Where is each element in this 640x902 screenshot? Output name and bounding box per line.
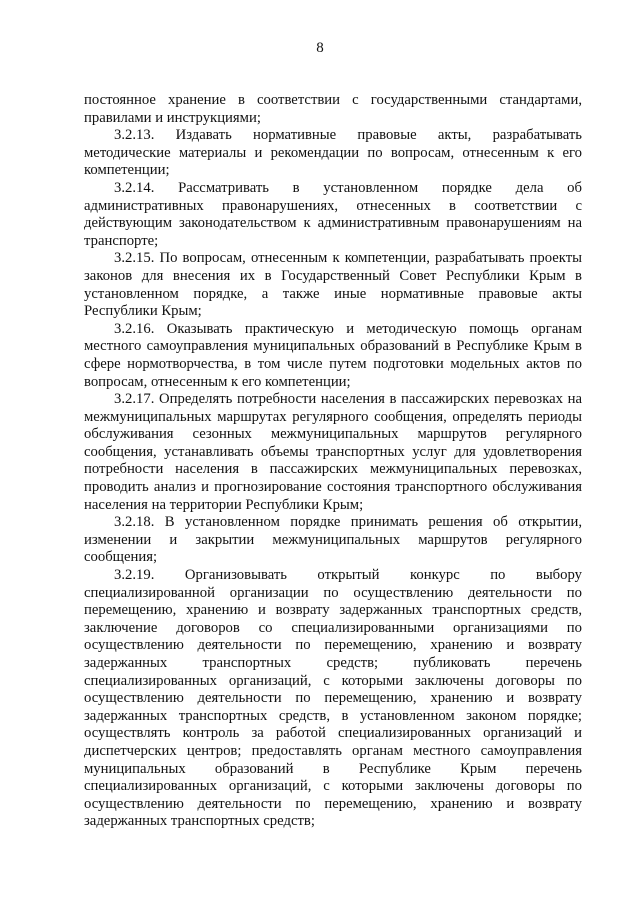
paragraph-3-2-19: 3.2.19. Организовывать открытый конкурс по выбору специализированной организации по осуществлению деятельности по перемещению, хранению и возврату задержанных транспортных средств, заключение договоров со специализированными организациями по осуществлению деятельности по перемещению, хранению и возврату задержанных транспортных средств; публиковать перечень специализированных организаций, с которыми заключены договоры по осуществлению деятельности по перемещению, хранению и возврату задержанных транспортных средств, в установленном законом порядке; осуществлять контроль за работой специализированных организаций и диспетчерских центров; предоставлять органам местного самоуправления муниципальных образований в Республике Крым перечень специализированных организаций, с которыми заключены договоры по осуществлению деятельности по перемещению, хранению и возврату задержанных транспортных средств; [84,567,582,830]
paragraph-3-2-13: 3.2.13. Издавать нормативные правовые акты, разрабатывать методические материалы и рекомендации по вопросам, отнесенным к его компетенции; [84,127,582,179]
paragraph-3-2-16: 3.2.16. Оказывать практическую и методическую помощь органам местного самоуправления муниципальных образований в Республике Крым в сфере нормотворчества, в том числе путем подготовки модельных актов по вопросам, отнесенным к его компетенции; [84,320,582,390]
paragraph-3-2-18: 3.2.18. В установленном порядке принимать решения об открытии, изменении и закрытии межмуниципальных маршрутов регулярного сообщения; [84,514,582,566]
paragraph-3-2-14: 3.2.14. Рассматривать в установленном порядке дела об административных правонарушениях, отнесенных в соответствии с действующим законодательством к административным правонарушениям на транспорте; [84,179,582,249]
paragraph-3-2-15: 3.2.15. По вопросам, отнесенным к компетенции, разрабатывать проекты законов для внесения их в Государственный Совет Республики Крым в установленном порядке, а также иные нормативные правовые акты Республики Крым; [84,250,582,320]
document-body [84,92,582,831]
page-number: 8 [316,40,324,56]
paragraph-3-2-17: 3.2.17. Определять потребности населения в пассажирских перевозках на межмуниципальных маршрутах регулярного сообщения, определять периоды обслуживания сезонных межмуниципальных маршрутов регулярного сообщения, устанавливать объемы транспортных услуг для удовлетворения потребности населения в пассажирских межмуниципальных перевозках, проводить анализ и прогнозирование состояния транспортного обслуживания населения на территории Республики Крым; [84,391,582,513]
paragraph-continuation: постоянное хранение в соответствии с государственными стандартами, правилами и инструкциями; [84,92,582,126]
